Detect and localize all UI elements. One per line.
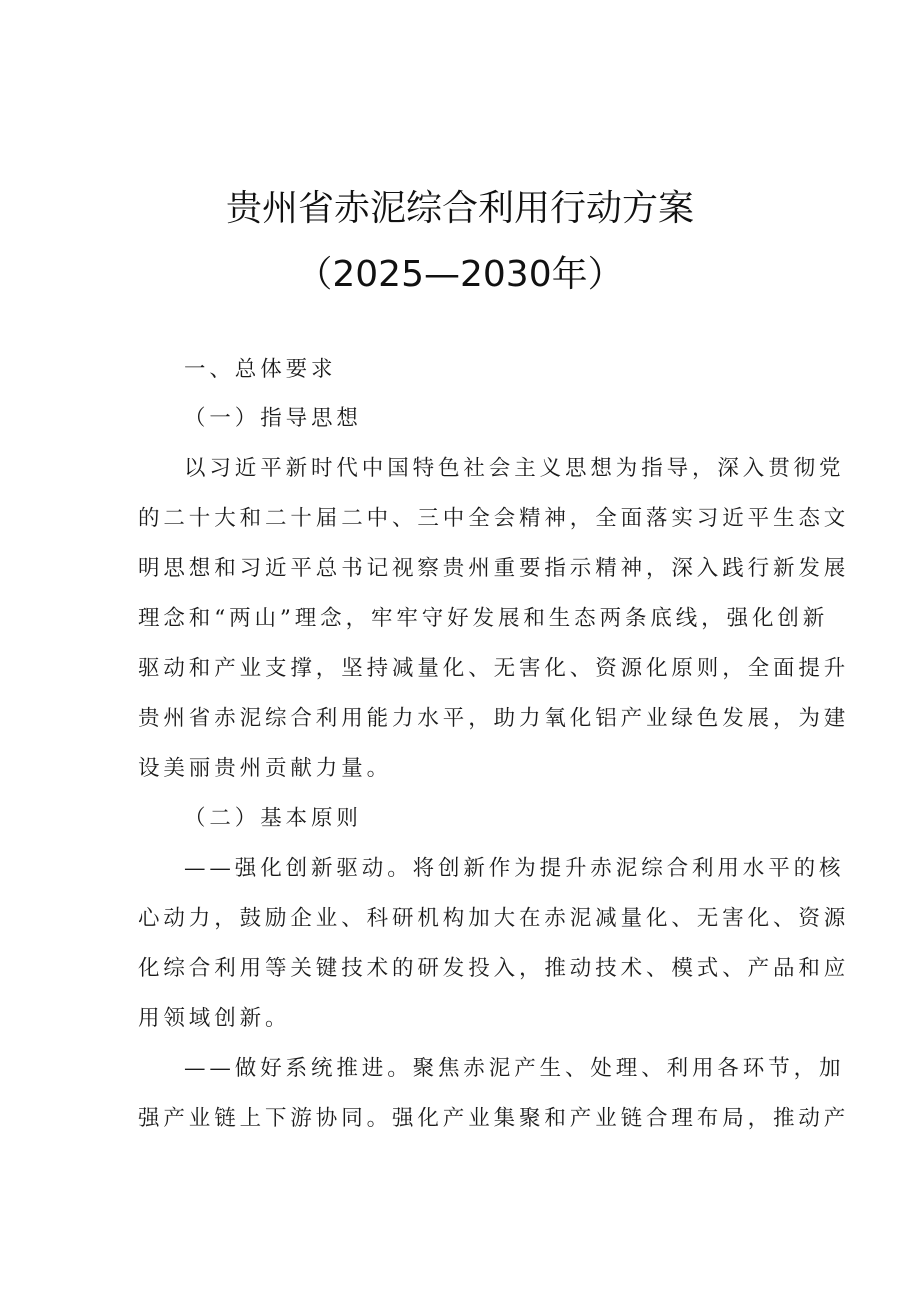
paragraph-line: ——强化创新驱动。将创新作为提升赤泥综合利用水平的核 [184, 856, 845, 881]
paragraph-line: 明思想和习近平总书记视察贵州重要指示精神，深入践行新发展 [138, 556, 850, 581]
paragraph-line: 驱动和产业支撑，坚持减量化、无害化、资源化原则，全面提升 [138, 656, 850, 681]
paragraph-line: 用领域创新。 [138, 1006, 291, 1031]
subsection-heading-guiding-ideology: （一）指导思想 [184, 406, 362, 431]
paragraph-line: 理念和“两山”理念，牢牢守好发展和生态两条底线，强化创新 [138, 606, 829, 631]
paragraph-line: 强产业链上下游协同。强化产业集聚和产业链合理布局，推动产 [138, 1106, 850, 1131]
paragraph-line: 心动力，鼓励企业、科研机构加大在赤泥减量化、无害化、资源 [138, 906, 850, 931]
section-heading-general-requirements: 一、总体要求 [184, 357, 337, 382]
paragraph-line: 设美丽贵州贡献力量。 [138, 756, 393, 781]
paragraph-line: 贵州省赤泥综合利用能力水平，助力氧化铝产业绿色发展，为建 [138, 706, 850, 731]
subsection-heading-basic-principles: （二）基本原则 [184, 806, 362, 831]
paragraph-line: ——做好系统推进。聚焦赤泥产生、处理、利用各环节，加 [184, 1056, 845, 1081]
paragraph-line: 的二十大和二十届二中、三中全会精神，全面落实习近平生态文 [138, 506, 850, 531]
document-title: 贵州省赤泥综合利用行动方案 [225, 188, 694, 229]
paragraph-line: 化综合利用等关键技术的研发投入，推动技术、模式、产品和应 [138, 956, 850, 981]
document-title-years: （2025—2030年） [296, 254, 624, 295]
paragraph-line: 以习近平新时代中国特色社会主义思想为指导，深入贯彻党 [184, 456, 845, 481]
